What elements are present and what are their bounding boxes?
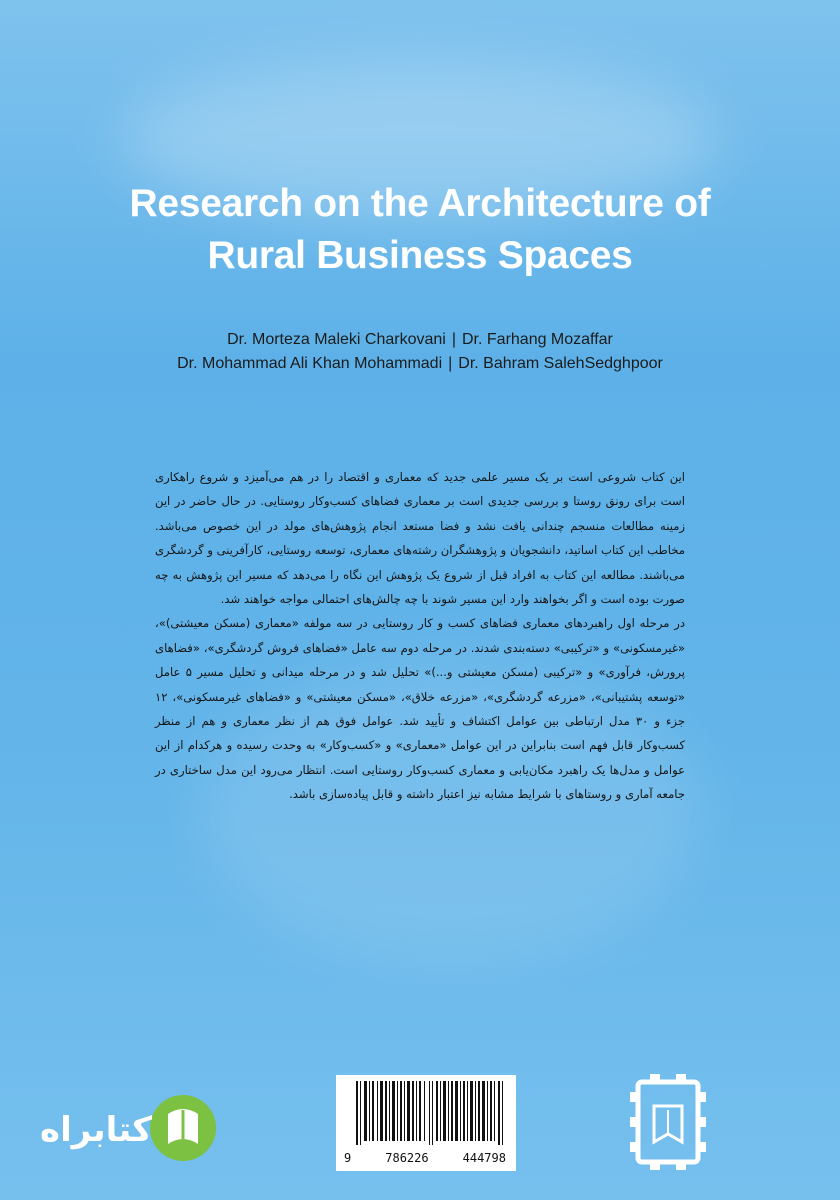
author-row [0, 352, 840, 376]
author-separator: | [451, 331, 456, 348]
publisher-logo-icon [630, 1072, 706, 1172]
author-name: Dr. Morteza Maleki Charkovani [227, 331, 446, 348]
abstract-paragraph: در مرحله اول راهبردهای معماری فضاهای کسب و کار روستایی در سه مولفه «معماری (مسکن معیشتی)»، «غیرمسکونی» و «ترکیبی» دسته‌بندی شدند. در مرحله دوم سه عامل «فضاهای فروش گردشگری»، «فضاهای پرورش، فرآوری» و «ترکیبی (مسکن معیشتی و...)» تحلیل شد و در مرحله میدانی و تحلیل مسیر ۵ عامل «توسعه پشتیبانی»، «مزرعه گردشگری»، «مزرعه خلاق»، «مسکن معیشتی» و «فضاهای غیرمسکونی»، ۱۲ جزء و ۳۰ مدل ارتباطی بین عوامل اکتشاف و تأیید شد. عوامل فوق هم از نظر معماری و هم از منظر کسب‌وکار قابل فهم است بنابراین در این عوامل «معماری» و «کسب‌وکار» به وحدت رسیده و هرکدام از این عوامل و مدل‌ها یک راهبرد مکان‌یابی و معماری کسب‌وکار روستایی است. انتظار می‌رود این مدل ساختاری در جامعه آماری و روستاهای با شرایط مشابه نیز اعتبار داشته و قابل پیاده‌سازی باشد. [155, 616, 685, 802]
book-title [0, 178, 840, 282]
author-name: Dr. Farhang Mozaffar [462, 331, 613, 348]
abstract-paragraph: این کتاب شروعی است بر یک مسیر علمی جدید که معماری و اقتصاد را در هم می‌آمیزد و شروع راهکاری است برای رونق روستا و بررسی جدیدی است بر معماری فضاهای کسب‌وکار روستایی. در حال حاضر در این زمینه مطالعات منسجم چندانی یافت نشد و فضا مستعد انجام پژوهش‌های مولد در این خصوص می‌باشد. مخاطب این کتاب اساتید، دانشجویان و پژوهشگران رشته‌های معماری، توسعه روستایی، کارآفرینی و گردشگری می‌باشند. مطالعه این کتاب به افراد قبل از شروع یک پژوهش این نگاه را می‌دهد که مسیر این پژوهش به چه صورت بوده است و اگر بخواهند وارد این مسیر شوند با چه چالش‌های احتمالی مواجه خواهند شد. [154, 470, 685, 607]
author-list [0, 328, 840, 376]
isbn-digit-group: 786226 [385, 1151, 429, 1165]
barcode-bars [356, 1081, 506, 1145]
isbn-number [336, 1151, 516, 1165]
isbn-digit-group: 9 [344, 1151, 352, 1165]
author-row [0, 328, 840, 352]
book-abstract [155, 465, 685, 807]
author-name: Dr. Bahram SalehSedghpoor [458, 355, 663, 372]
author-name: Dr. Mohammad Ali Khan Mohammadi [177, 355, 443, 372]
book-title-line1: Research on the Architecture of [129, 182, 711, 225]
store-name: کتابراه [40, 1110, 153, 1150]
isbn-barcode [336, 1075, 516, 1171]
isbn-digit-group: 444798 [462, 1151, 506, 1165]
book-title-line2: Rural Business Spaces [207, 234, 633, 277]
author-separator: | [448, 355, 453, 372]
